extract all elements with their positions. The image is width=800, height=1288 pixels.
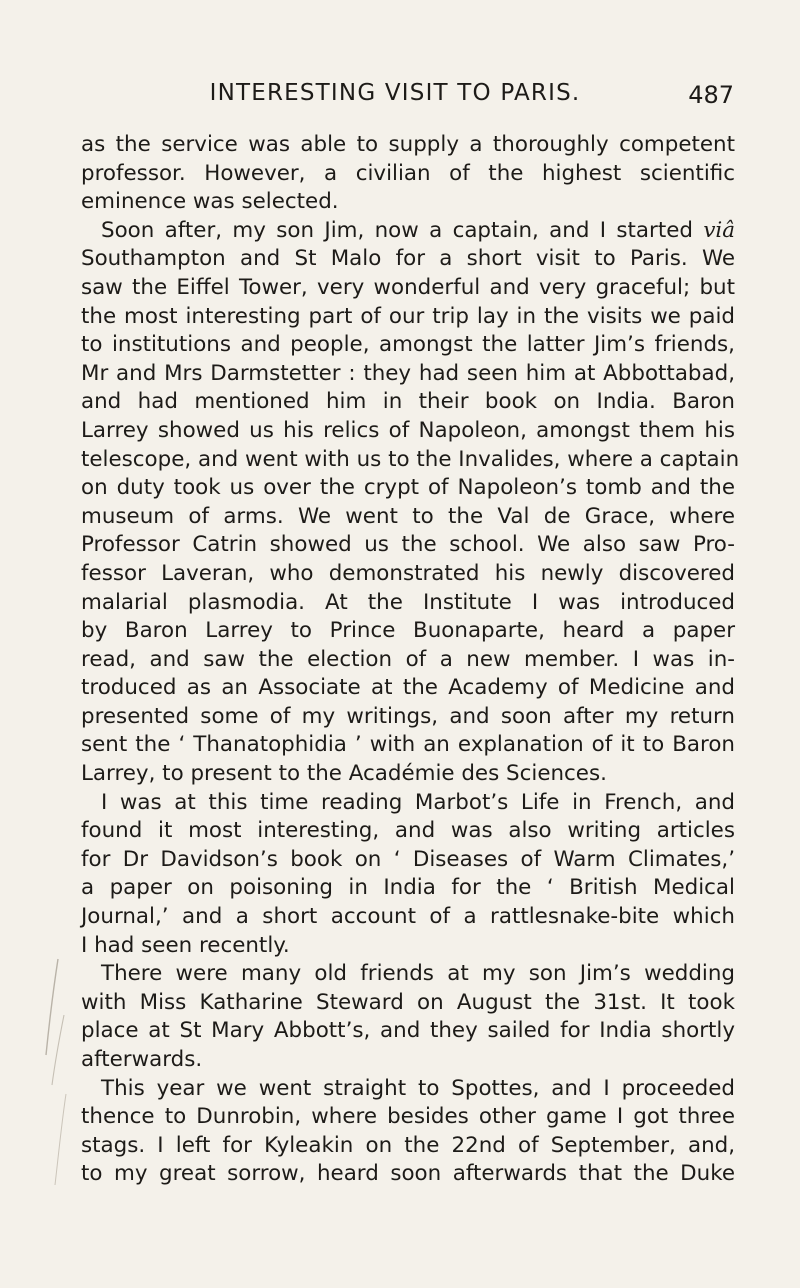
text-line: as the service was able to supply a thoroughly competent (81, 132, 735, 157)
text-line: Journal,’ and a short account of a rattlesnake-bite which (81, 904, 735, 930)
text-line: to my great sorrow, heard soon afterwards that the Duke (81, 1161, 735, 1187)
text-line (81, 217, 735, 246)
text-line: Professor Catrin showed us the school. We also saw Pro- (81, 532, 735, 558)
text-line: museum of arms. We went to the Val de Grace, where (81, 503, 735, 529)
text-line: afterwards. (81, 1047, 203, 1072)
italic-word: viâ (703, 217, 735, 243)
text-line: professor. However, a civilian of the highest scientific (81, 160, 735, 186)
text-line: fessor Laveran, who demonstrated his newly discovered (81, 560, 735, 586)
text-line: saw the Eiffel Tower, very wonderful and very graceful; but (81, 274, 735, 300)
text-line: malarial plasmodia. At the Institute I was introduced (81, 589, 735, 615)
text-line: Larrey, to present to the Académie des Sciences. (81, 761, 607, 787)
text-line: Southampton and St Malo for a short visit to Paris. We (81, 246, 735, 272)
text-line: the most interesting part of our trip lay in the visits we paid (81, 303, 735, 329)
text-line: sent the ‘ Thanatophidia ’ with an explanation of it to Baron (81, 732, 735, 758)
text-line: found it most interesting, and was also writing articles (81, 818, 735, 844)
text-line: presented some of my writings, and soon after my return (81, 703, 735, 729)
text-line: I had seen recently. (81, 932, 290, 958)
text-line: to institutions and people, amongst the latter Jim’s friends, (81, 332, 735, 358)
running-title: INTERESTING VISIT TO PARIS. (209, 80, 581, 106)
text-line: read, and saw the election of a new member. I was in- (81, 646, 735, 672)
text-line: telescope, and went with us to the Invalides, where a captain (81, 446, 740, 472)
pencil-margin-mark (40, 955, 70, 1095)
text-line: eminence was selected. (81, 189, 339, 215)
text-line: place at St Mary Abbott’s, and they sailed for India shortly (81, 1018, 735, 1044)
text-line: There were many old friends at my son Jim’s wedding (101, 961, 735, 987)
text-span: Soon after, my son Jim, now a captain, and I started (101, 217, 704, 243)
text-line: troduced as an Associate at the Academy of Medicine and (81, 675, 735, 701)
pencil-margin-mark (52, 1090, 72, 1190)
text-line: Larrey showed us his relics of Napoleon, amongst them his (81, 417, 735, 443)
text-line: a paper on poisoning in India for the ‘ British Medical (81, 875, 735, 901)
text-line: with Miss Katharine Steward on August the 31st. It took (81, 989, 735, 1015)
text-line: stags. I left for Kyleakin on the 22nd of September, and, (81, 1132, 735, 1158)
text-line: This year we went straight to Spottes, and I proceeded (101, 1075, 735, 1101)
running-header (0, 78, 800, 108)
text-line: by Baron Larrey to Prince Buonaparte, heard a paper (81, 618, 735, 644)
text-line: and had mentioned him in their book on India. Baron (81, 389, 735, 415)
text-line: I was at this time reading Marbot’s Life in French, and (101, 789, 735, 815)
text-line: for Dr Davidson’s book on ‘ Diseases of Warm Climates,’ (81, 846, 735, 872)
text-line: thence to Dunrobin, where besides other game I got three (81, 1104, 735, 1130)
text-line: on duty took us over the crypt of Napoleon’s tomb and the (81, 475, 735, 501)
body-text (81, 131, 740, 1189)
page-number: 487 (688, 81, 734, 109)
text-line: Mr and Mrs Darmstetter : they had seen him at Abbottabad, (81, 360, 735, 386)
